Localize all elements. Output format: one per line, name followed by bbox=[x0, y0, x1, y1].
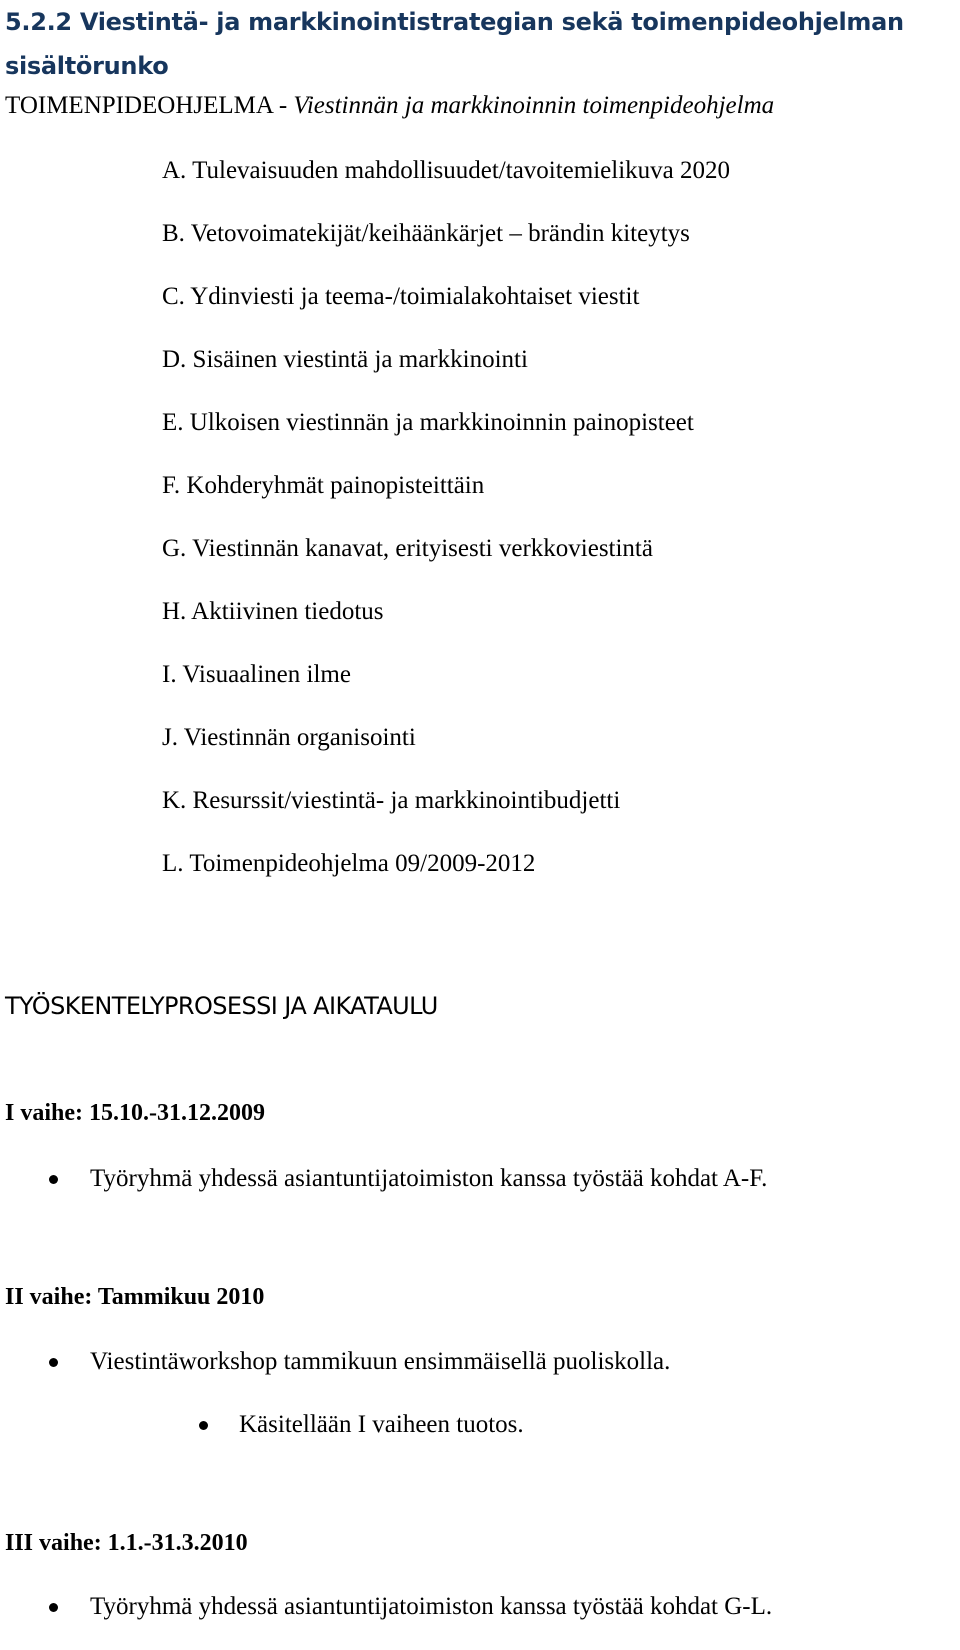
bullet-text: Viestintäworkshop tammikuun ensimmäisellä puoliskolla. bbox=[90, 1348, 671, 1375]
bullet-dot bbox=[49, 1358, 58, 1367]
phase-title: III vaihe: 1.1.-31.3.2010 bbox=[5, 1530, 248, 1556]
contents-item: B. Vetovoimatekijät/keihäänkärjet – brändin kiteytys bbox=[162, 220, 690, 247]
phase-title: II vaihe: Tammikuu 2010 bbox=[5, 1284, 265, 1310]
bullet-dot bbox=[49, 1603, 58, 1612]
intro-line bbox=[5, 91, 774, 121]
contents-item: C. Ydinviesti ja teema-/toimialakohtaiset viestit bbox=[162, 283, 640, 310]
contents-item: A. Tulevaisuuden mahdollisuudet/tavoitemielikuva 2020 bbox=[162, 157, 731, 184]
contents-item: E. Ulkoisen viestinnän ja markkinoinnin painopisteet bbox=[162, 409, 694, 436]
intro-prefix: TOIMENPIDEOHJELMA - bbox=[5, 92, 294, 119]
contents-item: G. Viestinnän kanavat, erityisesti verkkoviestintä bbox=[162, 535, 653, 562]
intro-italic: Viestinnän ja markkinoinnin toimenpideohjelma bbox=[293, 92, 775, 119]
phase-title: I vaihe: 15.10.-31.12.2009 bbox=[5, 1100, 265, 1126]
bullet-item bbox=[49, 1592, 929, 1622]
bullet-dot bbox=[199, 1421, 208, 1430]
section-heading: 5.2.2 Viestintä- ja markkinointistrategian sekä toimenpideohjelman sisältörunko bbox=[5, 8, 904, 80]
bullet-dot bbox=[49, 1175, 58, 1184]
contents-item: L. Toimenpideohjelma 09/2009-2012 bbox=[162, 850, 536, 877]
bullet-item bbox=[49, 1347, 929, 1377]
bullet-text: Työryhmä yhdessä asiantuntijatoimiston kanssa työstää kohdat A-F. bbox=[90, 1165, 768, 1192]
contents-item: K. Resurssit/viestintä- ja markkinointibudjetti bbox=[162, 787, 621, 814]
contents-item: D. Sisäinen viestintä ja markkinointi bbox=[162, 346, 528, 373]
contents-item: F. Kohderyhmät painopisteittäin bbox=[162, 472, 485, 499]
process-section-title: TYÖSKENTELYPROSESSI JA AIKATAULU bbox=[5, 992, 438, 1020]
bullet-text: Käsitellään I vaiheen tuotos. bbox=[239, 1411, 524, 1438]
sub-bullet-item bbox=[199, 1410, 899, 1440]
bullet-text: Työryhmä yhdessä asiantuntijatoimiston kanssa työstää kohdat G-L. bbox=[90, 1593, 773, 1620]
contents-list bbox=[162, 156, 730, 912]
contents-item: J. Viestinnän organisointi bbox=[162, 724, 416, 751]
contents-item: H. Aktiivinen tiedotus bbox=[162, 598, 384, 625]
contents-item: I. Visuaalinen ilme bbox=[162, 661, 351, 688]
bullet-item bbox=[49, 1164, 929, 1194]
